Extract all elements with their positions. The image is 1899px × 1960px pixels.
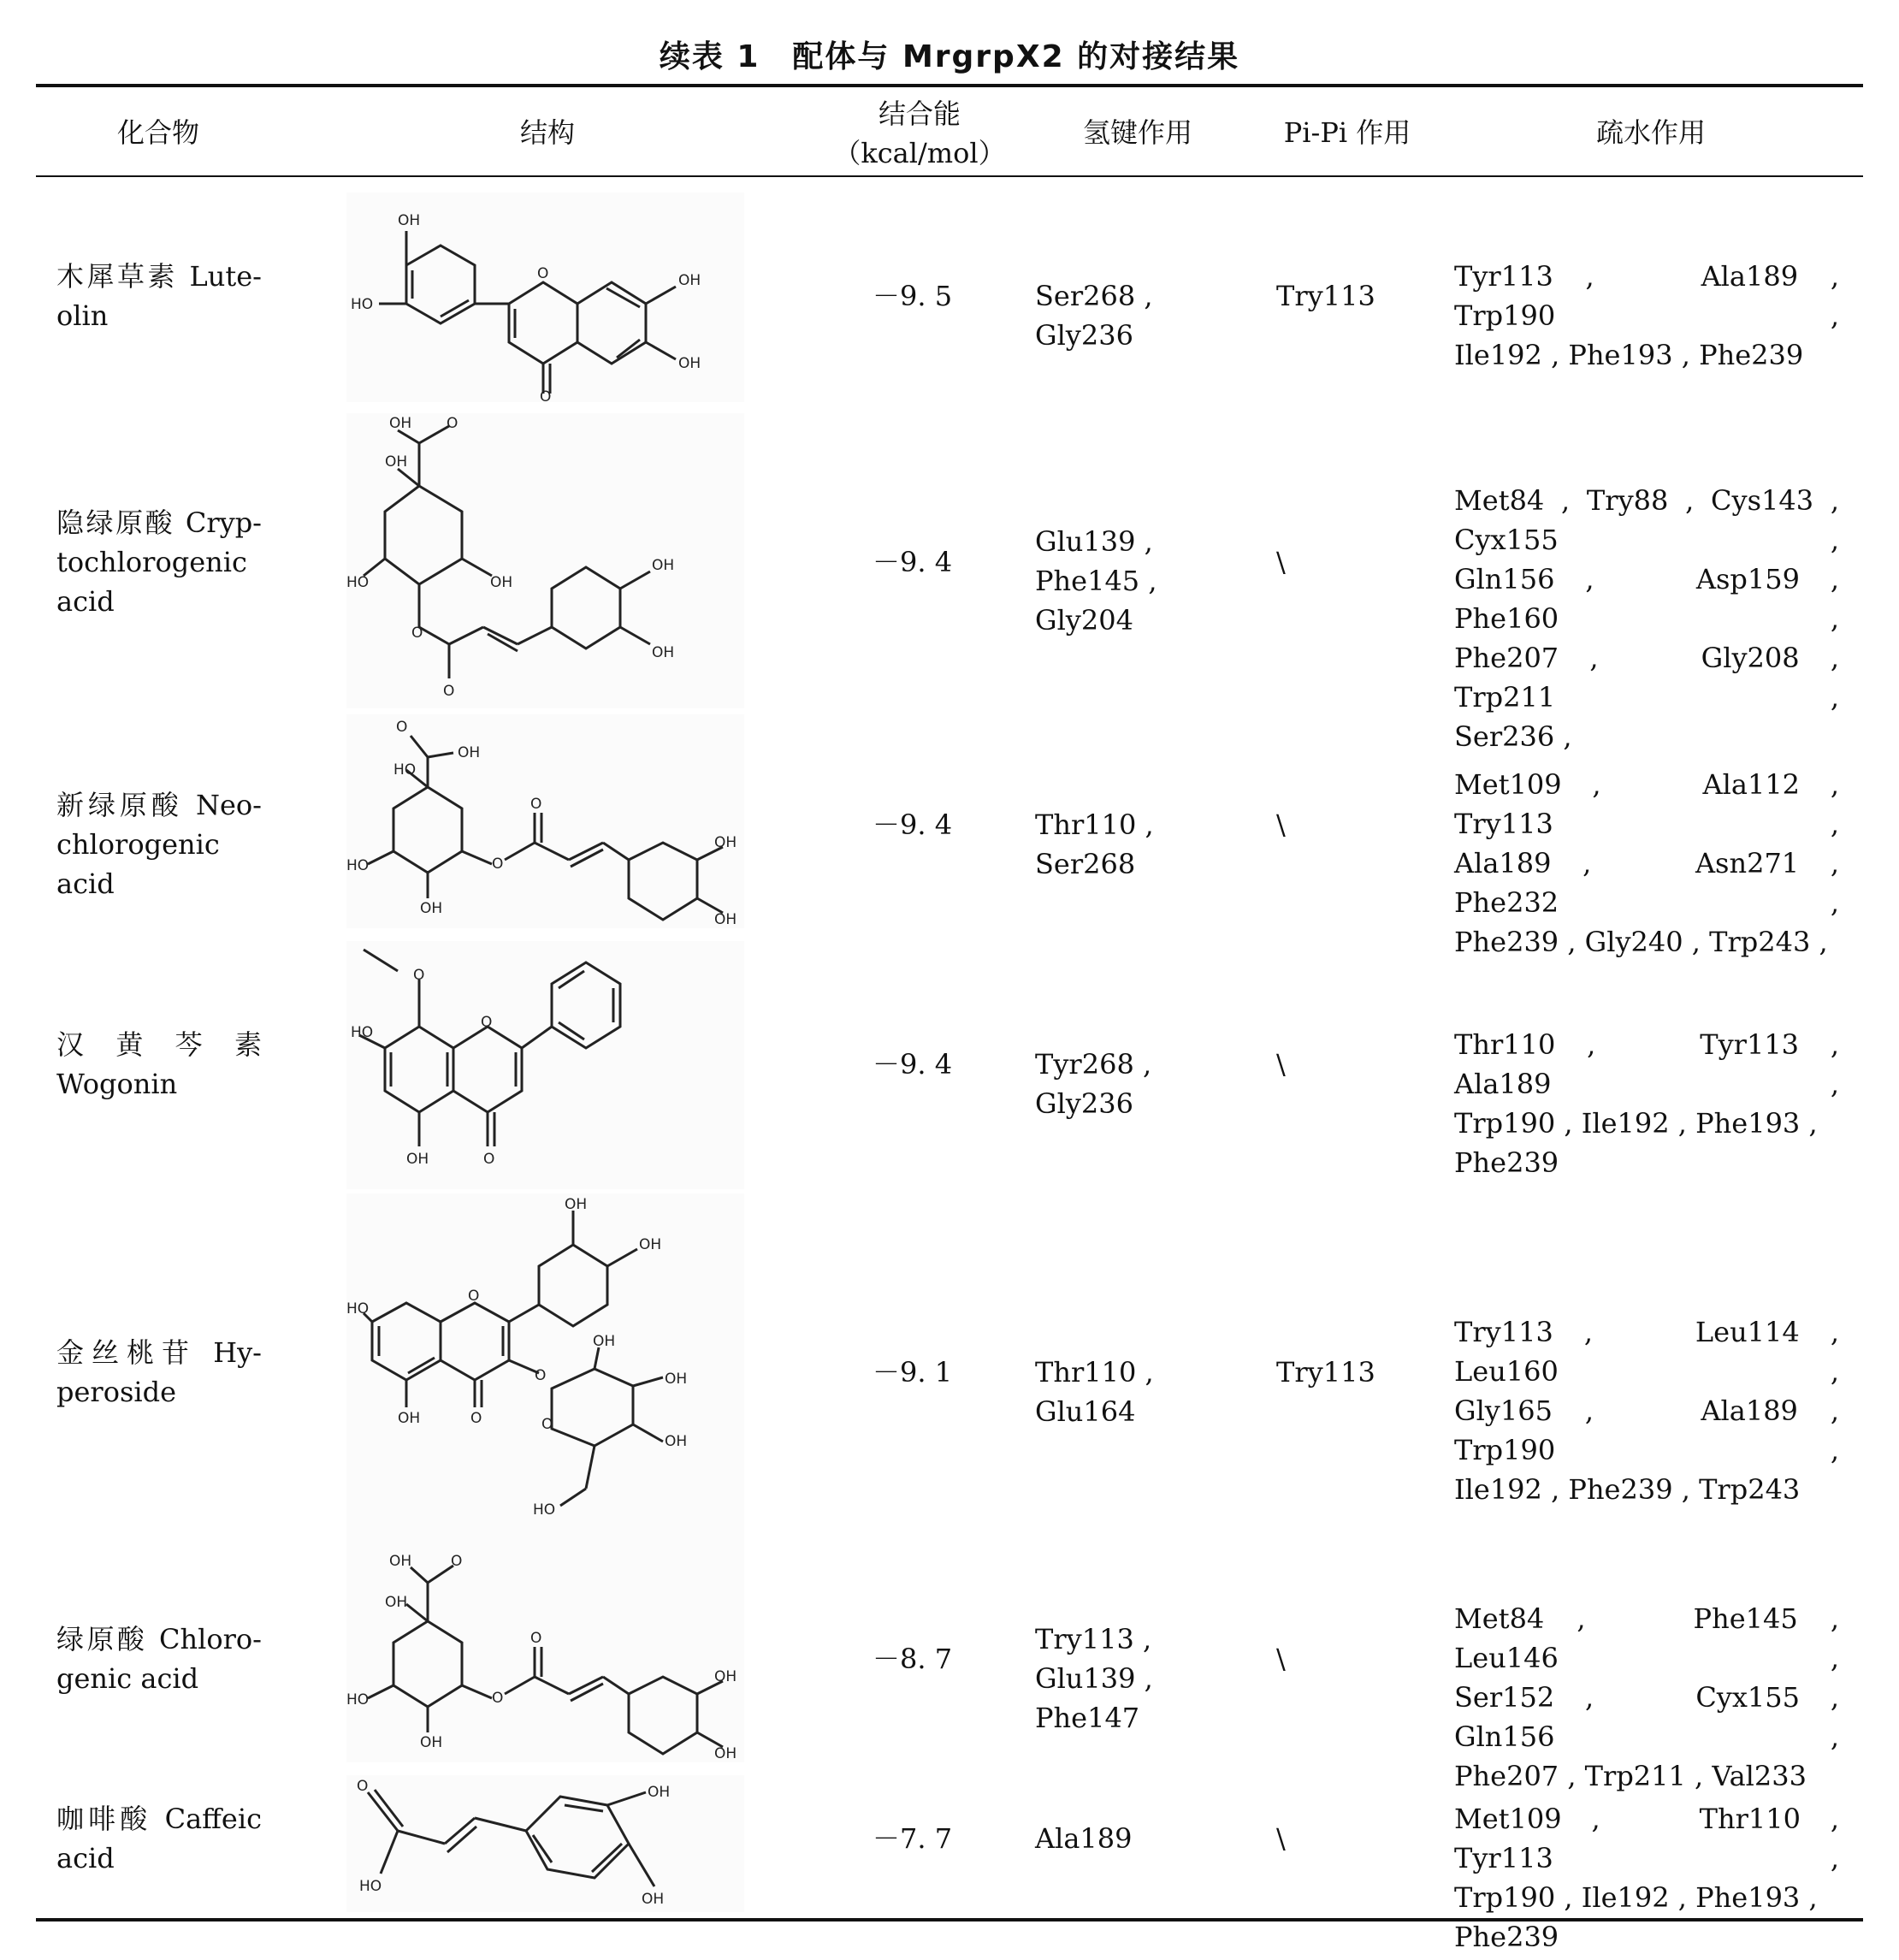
binding-energy: －9. 5 — [873, 280, 953, 312]
compound-name-line: chlorogenic acid — [56, 828, 220, 900]
compound-name-line: peroside — [56, 1376, 177, 1408]
struct-label-oh: OH — [652, 557, 675, 574]
hydrophobic-line: Gln156 , Asp159 , Phe160 , — [1454, 563, 1876, 635]
hydrophobic-line: Thr110 , Tyr113 , Ala189 , — [1454, 1028, 1876, 1100]
struct-label-ho: HO — [351, 296, 374, 313]
struct-label-o: O — [413, 967, 425, 984]
compound-name — [56, 785, 262, 903]
hbond-line: Ser268 , Gly236 — [1035, 280, 1153, 352]
binding-energy: －8. 7 — [873, 1643, 953, 1675]
compound-name-line: genic acid — [56, 1662, 199, 1695]
hydrophobic-residues — [1454, 1799, 1876, 1957]
hydrophobic-line: Ile192 , Phe239 , Trp243 — [1454, 1473, 1801, 1506]
struct-label-ho: HO — [393, 761, 417, 779]
hydrophobic-line: Ser152 , Cyx155 , Gln156 , — [1454, 1681, 1876, 1753]
struct-label-oh: OH — [385, 1594, 408, 1611]
struct-label-oh: OH — [406, 1151, 429, 1168]
struct-label-o: O — [492, 1690, 504, 1707]
hydrophobic-line: Met109 , Ala112 , Try113 , — [1454, 768, 1876, 840]
hydrophobic-line: Trp190 , Ile192 , Phe193 , Phe239 — [1454, 1107, 1818, 1179]
header-hbond: 氢键作用 — [1082, 116, 1192, 149]
struct-label-o: O — [483, 1151, 495, 1168]
structure-image-chlorogenic — [346, 1548, 744, 1762]
compound-name — [56, 257, 262, 335]
struct-label-oh: OH — [420, 1734, 443, 1751]
structure-image-hyperoside — [346, 1193, 744, 1557]
binding-energy: －9. 4 — [873, 808, 953, 841]
pipi-residue: \ — [1276, 546, 1286, 578]
struct-label-o: O — [443, 683, 455, 700]
hbond-residues — [1035, 1620, 1249, 1738]
hydrophobic-residues — [1454, 765, 1876, 962]
hyperoside-structure — [346, 1193, 744, 1557]
hydrophobic-residues — [1454, 257, 1876, 375]
compound-name-line: 木犀草素 Lute- — [56, 260, 262, 293]
hbond-line: Phe147 — [1035, 1702, 1140, 1734]
hydrophobic-residues — [1454, 1025, 1876, 1182]
hydrophobic-line: Met84 , Try88 , Cys143 , Cyx155 , — [1454, 484, 1839, 556]
struct-label-o: O — [541, 1416, 553, 1433]
header-hydrophobic: 疏水作用 — [1595, 116, 1706, 149]
caffeic-structure — [346, 1775, 744, 1912]
compound-name — [56, 1025, 262, 1104]
struct-label-o: O — [396, 719, 408, 736]
structure-image-luteolin — [346, 192, 744, 402]
struct-label-oh: OH — [678, 272, 701, 289]
hydrophobic-line: Met84 , Phe145 , Leu146 , — [1454, 1602, 1876, 1674]
binding-energy: －9. 4 — [873, 1048, 953, 1081]
struct-label-oh: OH — [665, 1433, 688, 1450]
hbond-residues — [1035, 522, 1249, 640]
hbond-residues — [1035, 1353, 1249, 1431]
hbond-line: Tyr268 , Gly236 — [1035, 1048, 1152, 1120]
hbond-line: Glu139 , — [1035, 525, 1153, 558]
struct-label-o: O — [470, 1410, 482, 1427]
compound-name-line: 绿原酸 Chloro- — [56, 1623, 262, 1655]
cryptochlorogenic-structure — [346, 413, 744, 708]
hbond-line: Try113 , Glu139 , — [1035, 1623, 1153, 1695]
struct-label-oh: OH — [385, 453, 408, 471]
hbond-residues — [1035, 276, 1249, 355]
compound-name-line: tochlorogenic — [56, 546, 247, 578]
struct-label-oh: OH — [565, 1196, 588, 1213]
struct-label-o: O — [357, 1778, 369, 1795]
hydrophobic-residues — [1454, 1312, 1876, 1509]
hydrophobic-line: Trp190 , Ile192 , Phe193 , Phe239 — [1454, 1881, 1818, 1953]
struct-label-o: O — [530, 1630, 542, 1647]
struct-label-o: O — [540, 388, 552, 402]
structure-image-neochlorogenic — [346, 714, 744, 928]
pipi-residue: Try113 — [1276, 1356, 1375, 1389]
struct-label-oh: OH — [652, 644, 675, 661]
compound-name — [56, 1799, 262, 1878]
hbond-residues — [1035, 1819, 1249, 1858]
struct-label-ho: HO — [351, 1024, 374, 1041]
header-energy — [821, 94, 1018, 173]
hbond-residues — [1035, 805, 1249, 884]
hydrophobic-line: Met109 , Thr110 , Tyr113 , — [1454, 1803, 1876, 1874]
struct-label-oh: OH — [458, 744, 481, 761]
hbond-line: Thr110 , Ser268 — [1035, 808, 1154, 880]
struct-label-ho: HO — [359, 1878, 382, 1895]
header-pipi: Pi-Pi 作用 — [1283, 116, 1411, 149]
struct-label-ho: HO — [346, 574, 370, 591]
compound-name — [56, 1620, 262, 1698]
table-caption: 续表 1 配体与 MrgrpX2 的对接结果 — [659, 39, 1240, 74]
hbond-line: Thr110 , Glu164 — [1035, 1356, 1154, 1428]
struct-label-ho: HO — [533, 1501, 556, 1519]
struct-label-oh: OH — [490, 574, 513, 591]
struct-label-oh: OH — [398, 1410, 421, 1427]
struct-label-oh: OH — [678, 355, 701, 372]
hbond-residues — [1035, 1045, 1249, 1123]
hydrophobic-line: Ile192 , Phe193 , Phe239 — [1454, 339, 1804, 371]
pipi-residue: Try113 — [1276, 280, 1375, 312]
hydrophobic-line: Phe239 , Gly240 , Trp243 , — [1454, 926, 1828, 958]
chlorogenic-structure — [346, 1548, 744, 1762]
compound-name — [56, 503, 262, 621]
hbond-line: Phe145 , Gly204 — [1035, 565, 1157, 637]
struct-label-ho: HO — [346, 1691, 370, 1708]
compound-name-line: olin — [56, 299, 109, 332]
header-structure: 结构 — [519, 116, 575, 149]
struct-label-oh: OH — [593, 1333, 616, 1350]
hydrophobic-residues — [1454, 481, 1876, 756]
struct-label-o: O — [530, 796, 542, 813]
header-energy-line1: 结合能 — [878, 98, 961, 130]
top-rule — [36, 84, 1863, 87]
compound-name-line: acid — [56, 1842, 115, 1874]
header-rule — [36, 175, 1863, 177]
neochlorogenic-structure — [346, 714, 744, 928]
compound-name-line: 咖啡酸 Caffeic — [56, 1803, 262, 1835]
struct-label-o: O — [481, 1014, 493, 1031]
hydrophobic-line: Tyr113 , Ala189 , Trp190 , — [1454, 260, 1876, 332]
struct-label-ho: HO — [346, 1300, 370, 1318]
struct-label-o: O — [411, 625, 423, 642]
binding-energy: －7. 7 — [873, 1822, 953, 1855]
luteolin-structure — [346, 192, 744, 402]
pipi-residue: \ — [1276, 1048, 1286, 1081]
structure-image-cryptochlorogenic — [346, 413, 744, 708]
struct-label-oh: OH — [642, 1891, 665, 1908]
hydrophobic-line: Ala189 , Asn271 , Phe232 , — [1454, 847, 1876, 919]
struct-label-o: O — [537, 265, 549, 282]
wogonin-structure — [346, 941, 744, 1189]
hydrophobic-line: Try113 , Leu114 , Leu160 , — [1454, 1316, 1876, 1388]
struct-label-o: O — [468, 1288, 480, 1305]
compound-name-line: 金丝桃苷 Hy- — [56, 1336, 262, 1369]
pipi-residue: \ — [1276, 1822, 1286, 1855]
compound-name-line: 隐绿原酸 Cryp- — [56, 506, 262, 539]
struct-label-oh: OH — [714, 834, 737, 851]
hydrophobic-line: Ser236 , — [1454, 720, 1572, 753]
compound-name-line: acid — [56, 585, 115, 618]
binding-energy: －9. 4 — [873, 546, 953, 578]
compound-name — [56, 1333, 262, 1412]
hbond-line: Ala189 — [1035, 1822, 1133, 1855]
struct-label-o: O — [447, 415, 458, 432]
hydrophobic-residues — [1454, 1599, 1876, 1796]
struct-label-oh: OH — [714, 1745, 737, 1762]
struct-label-o: O — [535, 1367, 547, 1384]
header-energy-line2: （kcal/mol） — [833, 137, 1006, 169]
hydrophobic-line: Phe207 , Gly208 , Trp211 , — [1454, 642, 1876, 714]
pipi-residue: \ — [1276, 1643, 1286, 1675]
structure-image-caffeic — [346, 1775, 744, 1912]
pipi-residue: \ — [1276, 808, 1286, 841]
struct-label-ho: HO — [346, 857, 370, 874]
struct-label-oh: OH — [639, 1236, 662, 1253]
compound-name-line: 新绿原酸 Neo- — [56, 789, 262, 821]
struct-label-oh: OH — [389, 415, 412, 432]
struct-label-oh: OH — [648, 1784, 671, 1801]
hydrophobic-line: Phe207 , Trp211 , Val233 — [1454, 1760, 1807, 1792]
struct-label-oh: OH — [389, 1553, 412, 1570]
struct-label-oh: OH — [398, 212, 421, 229]
binding-energy: －9. 1 — [873, 1356, 953, 1389]
header-compound: 化合物 — [116, 116, 199, 149]
struct-label-oh: OH — [714, 1668, 737, 1685]
compound-name-line: 汉 黄 芩 素 — [56, 1028, 262, 1061]
struct-label-oh: OH — [714, 911, 737, 928]
struct-label-oh: OH — [665, 1371, 688, 1388]
compound-name-line: Wogonin — [56, 1068, 178, 1100]
struct-label-o: O — [492, 856, 504, 873]
struct-label-o: O — [451, 1553, 463, 1570]
struct-label-oh: OH — [420, 900, 443, 917]
hydrophobic-line: Gly165 , Ala189 , Trp190 , — [1454, 1395, 1876, 1466]
structure-image-wogonin — [346, 941, 744, 1189]
